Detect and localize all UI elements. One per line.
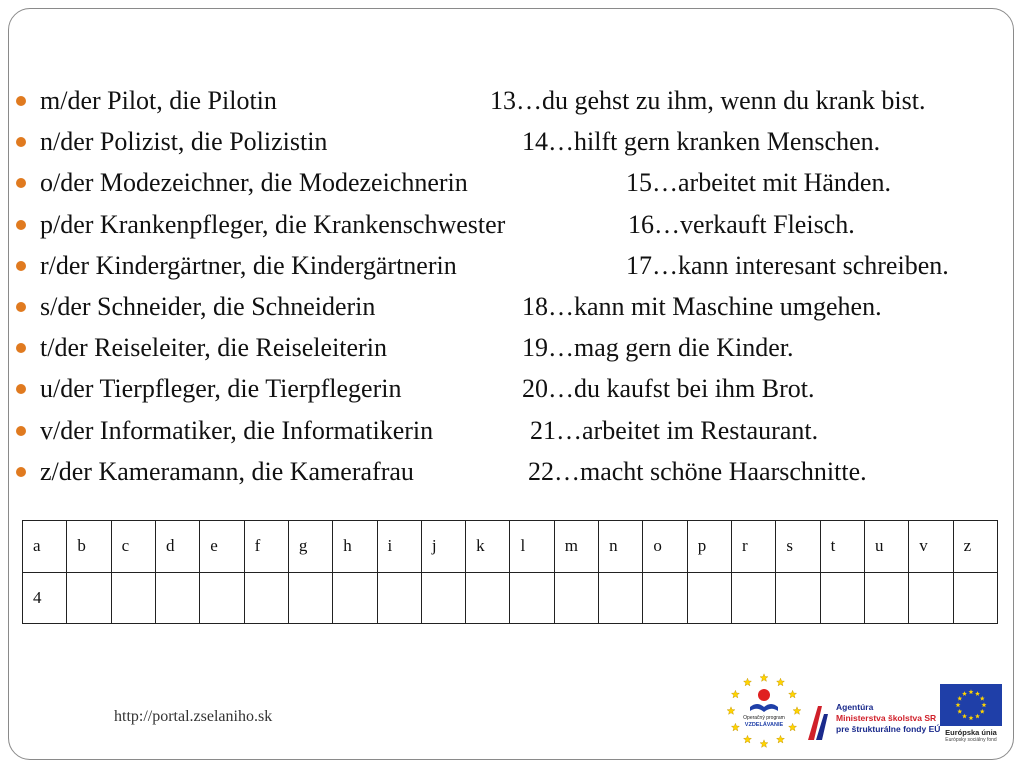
bullet-icon <box>16 343 26 353</box>
description-text: 18…kann mit Maschine umgehen. <box>522 291 882 321</box>
occupation-text: s/der Schneider, die Schneiderin <box>40 291 376 321</box>
answer-cell[interactable] <box>909 572 953 624</box>
occupation-text: n/der Polizist, die Polizistin <box>40 127 328 157</box>
answer-cell[interactable] <box>820 572 864 624</box>
description-text: 22…macht schöne Haarschnitte. <box>528 456 867 486</box>
answer-cell[interactable] <box>864 572 908 624</box>
star-icon <box>980 709 985 714</box>
answer-header-cell: m <box>554 521 598 573</box>
answer-header-row <box>23 521 998 573</box>
bullet-icon <box>16 384 26 394</box>
star-icon <box>760 740 768 748</box>
list-item <box>16 245 1016 286</box>
star-icon <box>957 696 962 701</box>
answer-header-cell: s <box>776 521 820 573</box>
op-logo-line2: VZDELÁVANIE <box>744 722 784 728</box>
answer-header-cell: j <box>421 521 465 573</box>
answer-cell[interactable] <box>687 572 731 624</box>
star-icon <box>789 723 797 731</box>
occupation-text: u/der Tierpfleger, die Tierpflegerin <box>40 374 402 404</box>
description-text: 17…kann interesant schreiben. <box>626 250 949 280</box>
eu-logo <box>940 684 1002 744</box>
bullet-icon <box>16 261 26 271</box>
occupation-text: p/der Krankenpfleger, die Krankenschwester <box>40 209 506 239</box>
answer-header-cell: l <box>510 521 554 573</box>
star-icon <box>956 702 961 707</box>
list-item <box>16 327 1016 368</box>
answer-header-cell: r <box>732 521 776 573</box>
answer-header-cell: d <box>155 521 199 573</box>
answer-cell[interactable] <box>200 572 244 624</box>
star-icon <box>957 709 962 714</box>
star-icon <box>727 707 735 715</box>
answer-header-cell: k <box>466 521 510 573</box>
occupation-text: m/der Pilot, die Pilotin <box>40 86 277 115</box>
answer-cell[interactable] <box>599 572 643 624</box>
answer-cell[interactable] <box>244 572 288 624</box>
matching-list <box>16 80 1016 492</box>
occupation-text: v/der Informatiker, die Informatikerin <box>40 415 434 445</box>
description-text: 16…verkauft Fleisch. <box>628 209 855 239</box>
list-item <box>16 368 1016 409</box>
agency-logo <box>806 700 941 746</box>
answer-header-cell: g <box>288 521 332 573</box>
answer-cell[interactable] <box>466 572 510 624</box>
footer-url[interactable]: http://portal.zselaniho.sk <box>114 708 273 725</box>
bullet-icon <box>16 220 26 230</box>
eu-sub-label: Európsky sociálny fond <box>945 737 997 743</box>
star-icon <box>793 707 801 715</box>
star-icon <box>969 689 974 694</box>
list-item <box>16 162 1016 203</box>
list-item <box>16 121 1016 162</box>
occupation-text: z/der Kameramann, die Kamerafrau <box>40 456 414 486</box>
answer-cell[interactable] <box>953 572 997 624</box>
answer-cell[interactable] <box>377 572 421 624</box>
answer-header-cell: e <box>200 521 244 573</box>
op-vzdelavanie-logo <box>726 673 802 749</box>
description-text: 14…hilft gern kranken Menschen. <box>522 127 881 157</box>
star-icon <box>980 696 985 701</box>
answer-header-cell: i <box>377 521 421 573</box>
star-icon <box>760 674 768 682</box>
star-icon <box>731 723 739 731</box>
answer-header-cell: n <box>599 521 643 573</box>
list-item <box>16 286 1016 327</box>
bullet-icon <box>16 302 26 312</box>
answer-cell[interactable] <box>421 572 465 624</box>
answer-cell[interactable] <box>155 572 199 624</box>
answer-table <box>22 520 998 624</box>
eu-flag-icon <box>940 684 1002 726</box>
answer-cell[interactable] <box>554 572 598 624</box>
answer-header-cell: o <box>643 521 687 573</box>
answer-cell[interactable] <box>111 572 155 624</box>
occupation-text: r/der Kindergärtner, die Kindergärtnerin <box>40 250 457 280</box>
answer-header-cell: a <box>23 521 67 573</box>
answer-cell[interactable] <box>776 572 820 624</box>
agency-line1: Agentúra <box>836 702 874 712</box>
answer-header-cell: z <box>953 521 997 573</box>
answer-header-cell: b <box>67 521 111 573</box>
answer-header-cell: t <box>820 521 864 573</box>
star-icon <box>975 714 980 719</box>
bullet-icon <box>16 426 26 436</box>
answer-header-cell: v <box>909 521 953 573</box>
answer-cell[interactable] <box>67 572 111 624</box>
answer-header-cell: f <box>244 521 288 573</box>
description-text: 21…arbeitet im Restaurant. <box>530 415 819 445</box>
bullet-icon <box>16 96 26 106</box>
answer-header-cell: u <box>864 521 908 573</box>
list-item <box>16 80 1016 121</box>
answer-cell[interactable] <box>732 572 776 624</box>
list-item <box>16 204 1016 245</box>
answer-cell[interactable] <box>333 572 377 624</box>
star-icon <box>744 735 752 743</box>
bullet-icon <box>16 137 26 147</box>
star-icon <box>777 735 785 743</box>
list-item <box>16 451 1016 492</box>
description-text: 13…du gehst zu ihm, wenn du krank bist. <box>490 86 926 115</box>
answer-cell[interactable] <box>288 572 332 624</box>
eu-label: Európska únia <box>945 728 997 737</box>
star-icon <box>975 691 980 696</box>
answer-header-cell: h <box>333 521 377 573</box>
star-icon <box>789 690 797 698</box>
bullet-icon <box>16 467 26 477</box>
op-logo-line1: Operačný program <box>743 715 785 721</box>
star-icon <box>962 714 967 719</box>
star-icon <box>731 690 739 698</box>
answer-header-cell: p <box>687 521 731 573</box>
description-text: 20…du kaufst bei ihm Brot. <box>522 374 815 404</box>
occupation-text: o/der Modezeichner, die Modezeichnerin <box>40 168 468 198</box>
answer-cell[interactable] <box>510 572 554 624</box>
answer-header-cell: c <box>111 521 155 573</box>
star-icon <box>969 715 974 720</box>
description-text: 19…mag gern die Kinder. <box>522 333 794 363</box>
agency-line2: Ministerstva školstva SR <box>836 713 937 723</box>
answer-input-row <box>23 572 998 624</box>
agency-line3: pre štrukturálne fondy EÚ <box>836 724 941 734</box>
star-icon <box>744 678 752 686</box>
star-icon <box>982 702 987 707</box>
description-text: 15…arbeitet mit Händen. <box>626 168 891 198</box>
list-item <box>16 410 1016 451</box>
occupation-text: t/der Reiseleiter, die Reiseleiterin <box>40 333 387 363</box>
answer-cell[interactable] <box>643 572 687 624</box>
star-icon <box>962 691 967 696</box>
star-icon <box>777 678 785 686</box>
agency-mark-icon <box>806 704 832 742</box>
bullet-icon <box>16 178 26 188</box>
answer-cell[interactable]: 4 <box>23 572 67 624</box>
